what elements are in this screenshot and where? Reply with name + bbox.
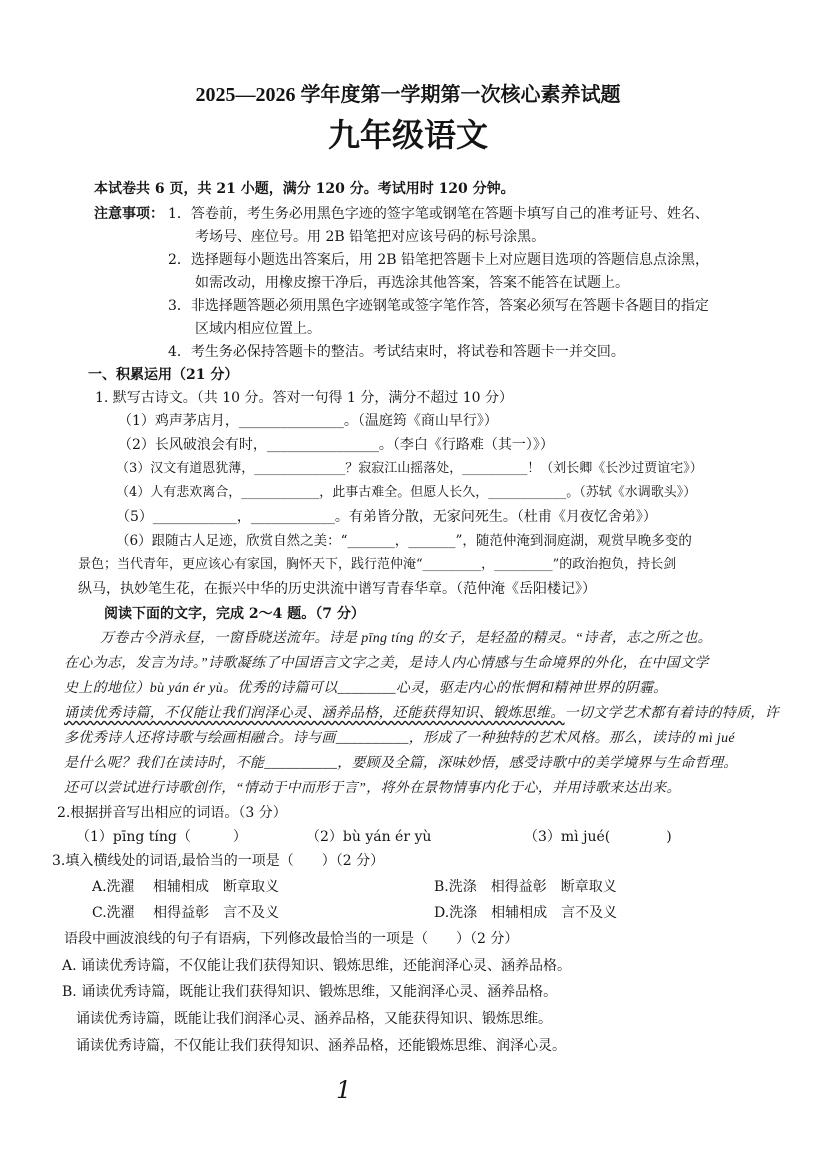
q4-option: B. 诵读优秀诗篇，既能让我们获得知识、锻炼思维，又能润泽心灵、涵养品格。 [62,984,558,1000]
question-2-stem: 2.根据拼音写出相应的词语。（3 分） [57,805,287,821]
note-line: 4．考生务必保持答题卡的整洁。考试结束时，将试卷和答题卡一并交回。 [168,344,625,360]
notes-label: 注意事项： [94,206,164,222]
passage-text: 一切文学艺术都有着诗的特质，许 [564,706,779,721]
wavy-sentence: 诵读优秀诗篇，不仅能让我们润泽心灵、涵养品格，还能获得知识、锻炼思维。 [64,706,565,721]
note-line: 3．非选择题答题必须用黑色字迹钢笔或签字笔作答，答案必须写在答题卡各题目的指定 [168,298,709,314]
passage-line: 是什么呢？我们在读诗时，不能__________，要顾及全篇，深味妙悟，感受诗歌中的美学境界与生命哲理。 [64,756,738,771]
question-3-stem: 3.填入横线处的词语,最恰当的一项是（ ）（2 分） [52,853,385,869]
exam-intro: 本试卷共 6 页，共 21 小题，满分 120 分。考试用时 120 分钟。 [94,181,515,197]
passage-line: 多优秀诗人还将诗歌与绘画相融合。诗与画__________，形成了一种独特的艺术风格。那么，读诗的 mì jué [64,731,735,746]
passage-line: 史上的地位）bù yán ér yù。优秀的诗篇可以________心灵，驱走内心的怅惘和精神世界的阴霾。 [64,681,668,696]
q3-option-a: A.洗濯 相辅相成 断章取义 [92,879,280,895]
passage-line: 在心为志，发言为诗。”诗歌凝练了中国语言文字之美，是诗人内心情感与生命境界的外化，在中国文学 [64,656,709,671]
question-4-stem: 语段中画波浪线的句子有语病，下列修改最恰当的一项是（ ）（2 分） [64,931,519,947]
note-line: 区域内相应位置上。 [195,321,321,337]
q1-line: （5）____________，____________。有弟皆分散，无家问死生。（杜甫《月夜忆舍弟》） [116,509,657,525]
page-number: 1 [336,1076,352,1104]
exam-title: 2025—2026 学年度第一学期第一次核心素养试题 [195,84,621,106]
q3-option-b: B.洗涤 相得益彰 断章取义 [434,879,617,895]
subject-title: 九年级语文 [327,116,488,154]
question-1-stem: 1. 默写古诗文。（共 10 分。答对一句得 1 分，满分不超过 10 分） [95,390,514,406]
note-line: 2．选择题每小题选出答案后，用 2B 铅笔把答题卡上对应题目选项的答题信息点涂黑， [168,252,710,268]
passage-line [64,705,779,723]
q1-line: 景色；当代青年，更应该心有家国，胸怀天下，践行范仲淹“_________，_________”的政治抱负，持长剑 [78,557,677,572]
note-line: 如需改动，用橡皮擦干净后，再选涂其他答案，答案不能答在试题上。 [195,275,629,291]
q1-line: （6）跟随古人足迹，欣赏自然之美：“_______，_______”，随范仲淹到洞庭湖，观赏早晚多变的 [116,533,692,549]
q2-item: （1）pīng tíng（ ） [76,829,247,845]
q3-option-c: C.洗濯 相得益彰 言不及义 [92,905,280,921]
q2-item: （3）mì jué( ) [524,829,672,845]
section-heading: 一、积累运用（21 分） [88,367,239,383]
q1-line: （1）鸡声茅店月，_______________。（温庭筠《商山早行》） [118,413,498,429]
q4-option: 诵读优秀诗篇，既能让我们润泽心灵、涵养品格，又能获得知识、锻炼思维。 [76,1011,552,1027]
note-line: 1．答卷前，考生务必用黑色字迹的签字笔或钢笔在答题卡填写自己的准考证号、姓名、 [168,206,709,222]
q1-line: （3）汉文有道恩犹薄，______________？寂寂江山摇落处，__________！（刘长卿《长沙过贾谊宅》） [116,461,703,476]
q2-item: （2）bù yán ér yù [306,829,432,845]
note-line: 考场号、座位号。用 2B 铅笔把对应该号码的标号涂黑。 [195,229,546,245]
reading-intro: 阅读下面的文字，完成 2～4 题。（7 分） [104,606,365,622]
q3-option-d: D.洗涤 相辅相成 言不及义 [434,905,618,921]
q1-line: （4）人有悲欢离合，____________，此事古难全。但愿人长久，____________。（苏轼《水调歌头》） [116,485,697,500]
passage-line: 还可以尝试进行诗歌创作，“情动于中而形于言”，将外在景物情事内化于心，并用诗歌来达出来。 [64,781,681,796]
q1-line: 纵马，执妙笔生花，在振兴中华的历史洪流中谱写青春华章。（范仲淹《岳阳楼记》） [78,581,596,597]
q4-option: 诵读优秀诗篇，不仅能让我们获得知识、涵养品格，还能锻炼思维、润泽心灵。 [76,1038,566,1054]
passage-line: 万卷古今消永昼，一窗昏晓送流年。诗是 pīng tíng 的女子，是轻盈的精灵。“诗者，志之所之也。 [100,631,712,646]
q1-line: （2）长风破浪会有时，________________。（李白《行路难（其一）》） [118,437,554,453]
q4-option: A. 诵读优秀诗篇，不仅能让我们获得知识、锻炼思维，还能润泽心灵、涵养品格。 [62,958,572,974]
